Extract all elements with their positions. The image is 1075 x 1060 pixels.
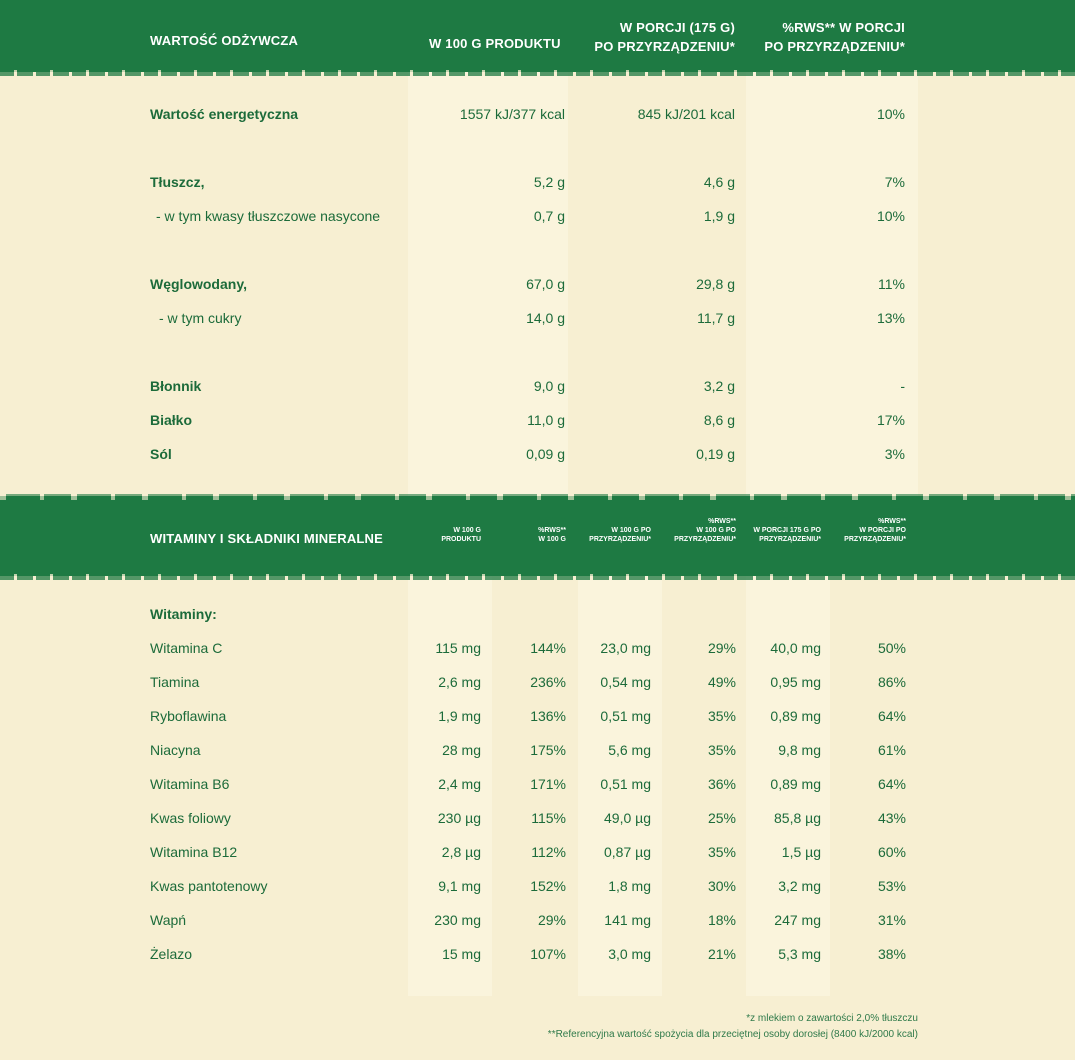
row-value-col3: 0,54 mg xyxy=(600,674,651,690)
row-label: Wartość energetyczna xyxy=(150,106,299,122)
row-value-col6: 64% xyxy=(877,776,906,792)
row-value-col4: 49% xyxy=(707,674,736,690)
row-value-col4: 36% xyxy=(707,776,736,792)
row-label: Żelazo xyxy=(150,946,193,962)
header-col2-line1: %RWS** xyxy=(538,527,566,534)
row-value-col2: 107% xyxy=(530,946,566,962)
row-value-col4: 35% xyxy=(707,844,736,860)
row-value-col3: 23,0 mg xyxy=(600,640,651,656)
row-per100: 5,2 g xyxy=(533,174,565,190)
footnote-2: **Referencyjna wartość spożycia dla przeciętnej osoby dorosłej (8400 kJ/2000 kcal) xyxy=(547,1029,918,1040)
header-col5-line1: W PORCJI 175 G PO xyxy=(753,527,821,534)
header-col2-line2: W 100 G xyxy=(538,536,566,543)
row-portion: 4,6 g xyxy=(703,174,735,190)
row-per100: 9,0 g xyxy=(533,378,565,394)
row-value-col1: 2,6 mg xyxy=(438,674,481,690)
row-value-col6: 64% xyxy=(877,708,906,724)
header-col4-line2: W 100 G PO xyxy=(696,527,736,534)
torn-edge xyxy=(0,494,1075,500)
row-value-col4: 25% xyxy=(707,810,736,826)
torn-edge xyxy=(0,574,1075,580)
row-value-col1: 1,9 mg xyxy=(438,708,481,724)
header-col3-line2: PRZYRZĄDZENIU* xyxy=(589,536,651,543)
row-value-col4: 30% xyxy=(707,878,736,894)
header-col5-line2: PRZYRZĄDZENIU* xyxy=(759,536,821,543)
row-value-col2: 236% xyxy=(530,674,566,690)
vitamins-header-band xyxy=(0,496,1075,576)
row-value-col1: 9,1 mg xyxy=(438,878,481,894)
row-value-col6: 38% xyxy=(877,946,906,962)
header-col3-line1: W 100 G PO xyxy=(611,527,651,534)
header-per100: W 100 G PRODUKTU xyxy=(429,36,561,51)
row-value-col5: 0,89 mg xyxy=(770,708,821,724)
row-value-col1: 230 µg xyxy=(437,810,481,826)
row-value-col1: 2,8 µg xyxy=(441,844,481,860)
row-value-col1: 230 mg xyxy=(434,912,481,928)
header-nutrition-name: WARTOŚĆ ODŻYWCZA xyxy=(150,33,299,48)
row-value-col2: 136% xyxy=(530,708,566,724)
row-label: Tłuszcz, xyxy=(150,174,205,190)
row-label: Tiamina xyxy=(150,674,200,690)
row-value-col3: 5,6 mg xyxy=(608,742,651,758)
header-col6-line1: %RWS** xyxy=(878,518,906,525)
row-portion: 845 kJ/201 kcal xyxy=(637,106,735,122)
header-rws-line2: PO PRZYRZĄDZENIU* xyxy=(764,39,905,54)
row-portion: 1,9 g xyxy=(703,208,735,224)
row-value-col3: 49,0 µg xyxy=(604,810,651,826)
header-rws-line1: %RWS** W PORCJI xyxy=(782,20,905,35)
row-rws: 17% xyxy=(876,412,905,428)
row-rws: 3% xyxy=(884,446,905,462)
row-value-col5: 85,8 µg xyxy=(774,810,821,826)
row-label: Białko xyxy=(150,412,193,428)
row-value-col5: 0,89 mg xyxy=(770,776,821,792)
row-rws: 10% xyxy=(876,208,905,224)
row-value-col2: 144% xyxy=(530,640,566,656)
header-col4-line1: %RWS** xyxy=(708,518,736,525)
row-per100: 14,0 g xyxy=(526,310,565,326)
header-col6-line2: W PORCJI PO xyxy=(859,527,906,534)
row-label: Kwas pantotenowy xyxy=(150,878,268,894)
row-label: - w tym kwasy tłuszczowe nasycone xyxy=(156,208,381,224)
row-label: Błonnik xyxy=(150,378,202,394)
footnote-1: *z mlekiem o zawartości 2,0% tłuszczu xyxy=(746,1013,918,1024)
header-col1-line2: PRODUKTU xyxy=(441,536,481,543)
row-rws: 13% xyxy=(876,310,905,326)
row-label: Niacyna xyxy=(150,742,201,758)
header-col6 xyxy=(844,517,906,544)
row-rws: 10% xyxy=(876,106,905,122)
row-per100: 1557 kJ/377 kcal xyxy=(459,106,565,122)
row-value-col3: 0,87 µg xyxy=(604,844,651,860)
row-value-col4: 18% xyxy=(707,912,736,928)
row-value-col6: 86% xyxy=(877,674,906,690)
row-label: Kwas foliowy xyxy=(150,810,231,826)
row-value-col6: 31% xyxy=(877,912,906,928)
row-rws: 7% xyxy=(884,174,905,190)
row-portion: 11,7 g xyxy=(697,310,735,326)
row-portion: 0,19 g xyxy=(696,446,735,462)
header-col1-line1: W 100 G xyxy=(453,527,481,534)
header-col4 xyxy=(674,517,736,544)
row-value-col5: 1,5 µg xyxy=(781,844,821,860)
header-col4-line3: PRZYRZĄDZENIU* xyxy=(674,536,736,543)
row-value-col6: 50% xyxy=(877,640,906,656)
row-value-col2: 29% xyxy=(537,912,566,928)
torn-edge xyxy=(0,70,1075,76)
row-value-col1: 115 mg xyxy=(435,640,481,656)
row-value-col2: 171% xyxy=(530,776,566,792)
row-value-col4: 21% xyxy=(707,946,736,962)
row-per100: 11,0 g xyxy=(527,412,565,428)
row-label: Sól xyxy=(150,446,172,462)
row-per100: 0,7 g xyxy=(533,208,565,224)
row-label: Witamina B6 xyxy=(150,776,230,792)
row-value-col2: 175% xyxy=(530,742,566,758)
row-label: Węglowodany, xyxy=(150,276,247,292)
row-value-col3: 1,8 mg xyxy=(608,878,651,894)
row-value-col1: 28 mg xyxy=(442,742,481,758)
row-rws: 11% xyxy=(878,276,905,292)
row-value-col1: 2,4 mg xyxy=(438,776,481,792)
row-value-col5: 40,0 mg xyxy=(770,640,821,656)
row-portion: 29,8 g xyxy=(696,276,735,292)
row-label: - w tym cukry xyxy=(159,310,242,326)
row-value-col2: 112% xyxy=(531,844,566,860)
row-value-col4: 35% xyxy=(707,742,736,758)
row-value-col1: 15 mg xyxy=(442,946,481,962)
row-value-col6: 43% xyxy=(877,810,906,826)
row-value-col6: 53% xyxy=(877,878,906,894)
row-value-col6: 60% xyxy=(877,844,906,860)
row-per100: 0,09 g xyxy=(526,446,565,462)
row-value-col3: 3,0 mg xyxy=(608,946,651,962)
row-value-col5: 3,2 mg xyxy=(778,878,821,894)
row-value-col4: 35% xyxy=(707,708,736,724)
row-portion: 3,2 g xyxy=(703,378,735,394)
header-col6-line3: PRZYRZĄDZENIU* xyxy=(844,536,906,543)
row-per100: 67,0 g xyxy=(526,276,565,292)
row-rws: - xyxy=(900,378,905,394)
row-portion: 8,6 g xyxy=(703,412,735,428)
row-label: Ryboflawina xyxy=(150,708,227,724)
header-vitamins-name: WITAMINY I SKŁADNIKI MINERALNE xyxy=(150,531,384,546)
row-value-col2: 115% xyxy=(531,810,566,826)
row-value-col5: 5,3 mg xyxy=(778,946,821,962)
row-value-col3: 0,51 mg xyxy=(600,776,651,792)
row-value-col3: 0,51 mg xyxy=(600,708,651,724)
row-value-col2: 152% xyxy=(530,878,566,894)
row-value-col3: 141 mg xyxy=(604,912,651,928)
row-value-col5: 9,8 mg xyxy=(778,742,821,758)
row-label: Witamina B12 xyxy=(150,844,238,860)
header-col3 xyxy=(589,526,651,544)
nutrition-header-band xyxy=(0,0,1075,72)
row-label: Wapń xyxy=(150,912,187,928)
vitamins-section-label: Witaminy: xyxy=(150,606,217,622)
row-value-col5: 0,95 mg xyxy=(770,674,821,690)
header-col2 xyxy=(538,526,566,544)
header-portion-line2: PO PRZYRZĄDZENIU* xyxy=(594,39,735,54)
row-value-col5: 247 mg xyxy=(774,912,821,928)
row-label: Witamina C xyxy=(150,640,223,656)
header-col5 xyxy=(753,526,821,544)
row-value-col4: 29% xyxy=(707,640,736,656)
header-col1 xyxy=(441,526,481,544)
row-value-col6: 61% xyxy=(877,742,906,758)
header-portion-line1: W PORCJI (175 G) xyxy=(619,20,735,35)
